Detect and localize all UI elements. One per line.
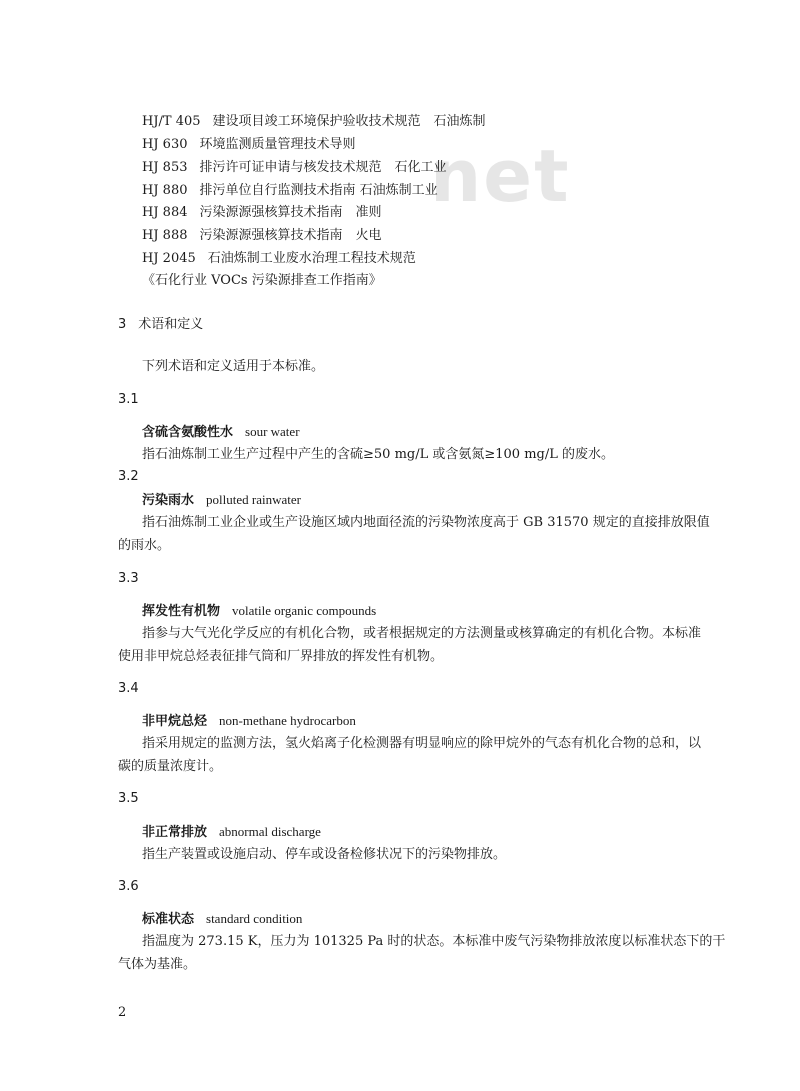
term-zh: 非正常排放 [142,825,208,840]
watermark: net [430,134,571,218]
reference-code: HJ/T 405 [142,114,201,129]
reference-item [142,228,382,244]
term-heading [142,824,321,841]
term-definition: 指参与大气光化学反应的有机化合物，或者根据规定的方法测量或核算确定的有机化合物。本标准 [142,626,702,641]
reference-item [142,183,438,199]
term-definition: 指温度为 273.15 K，压力为 101325 Pa 时的状态。本标准中废气污染物排放浓度以标准状态下的干 [142,934,726,949]
term-number: 3.2 [118,469,139,484]
reference-extra: 《石化行业 VOCs 污染源排查工作指南》 [142,273,382,288]
term-zh: 挥发性有机物 [142,604,221,619]
reference-title: 排污许可证申请与核发技术规范 石化工业 [199,160,447,175]
section-intro: 下列术语和定义适用于本标准。 [142,359,325,374]
term-number: 3.3 [118,571,139,586]
reference-item [142,160,447,176]
term-en: polluted rainwater [206,492,301,507]
term-definition-cont: 的雨水。 [118,538,171,553]
term-definition: 指石油炼制工业企业或生产设施区域内地面径流的污染物浓度高于 GB 31570 规定的直接排放限值 [142,515,710,530]
term-number: 3.5 [118,791,139,806]
reference-code: HJ 630 [142,137,188,152]
reference-code: HJ 2045 [142,251,196,266]
section-number: 3 [118,317,127,332]
term-en: sour water [245,424,300,439]
reference-title: 排污单位自行监测技术指南 石油炼制工业 [199,183,438,198]
term-definition: 指生产装置或设施启动、停车或设备检修状况下的污染物排放。 [142,847,507,862]
reference-item [142,114,486,130]
term-definition-cont: 碳的质量浓度计。 [118,759,223,774]
term-number: 3.1 [118,392,139,407]
term-zh: 污染雨水 [142,493,195,508]
reference-code: HJ 884 [142,205,188,220]
term-number: 3.4 [118,681,139,696]
term-definition-cont: 使用非甲烷总烃表征排气筒和厂界排放的挥发性有机物。 [118,649,444,664]
term-definition: 指采用规定的监测方法，氢火焰离子化检测器有明显响应的除甲烷外的气态有机化合物的总和，以 [142,736,702,751]
reference-title: 石油炼制工业废水治理工程技术规范 [207,251,416,266]
reference-title: 污染源源强核算技术指南 准则 [199,205,382,220]
reference-item [142,251,416,267]
term-heading [142,424,300,441]
reference-code: HJ 888 [142,228,188,243]
term-number: 3.6 [118,879,139,894]
term-en: volatile organic compounds [232,603,377,618]
reference-item [142,205,382,221]
term-heading [142,492,301,509]
term-zh: 标准状态 [142,912,195,927]
term-definition: 指石油炼制工业生产过程中产生的含硫≥50 mg/L 或含氨氮≥100 mg/L 的废水。 [142,447,614,462]
term-heading [142,603,376,620]
reference-code: HJ 880 [142,183,188,198]
reference-code: HJ 853 [142,160,188,175]
term-en: non-methane hydrocarbon [219,713,356,728]
reference-title: 环境监测质量管理技术导则 [199,137,356,152]
page-number: 2 [118,1005,127,1020]
reference-item [142,137,356,153]
reference-title: 建设项目竣工环境保护验收技术规范 石油炼制 [212,114,486,129]
reference-title: 污染源源强核算技术指南 火电 [199,228,382,243]
section-heading [118,317,203,333]
term-zh: 含硫含氨酸性水 [142,425,234,440]
term-definition-cont: 气体为基准。 [118,957,197,972]
term-heading [142,911,302,928]
section-title: 术语和定义 [138,317,204,332]
term-en: abnormal discharge [219,824,321,839]
term-zh: 非甲烷总烃 [142,714,208,729]
term-en: standard condition [206,911,303,926]
term-heading [142,713,356,730]
